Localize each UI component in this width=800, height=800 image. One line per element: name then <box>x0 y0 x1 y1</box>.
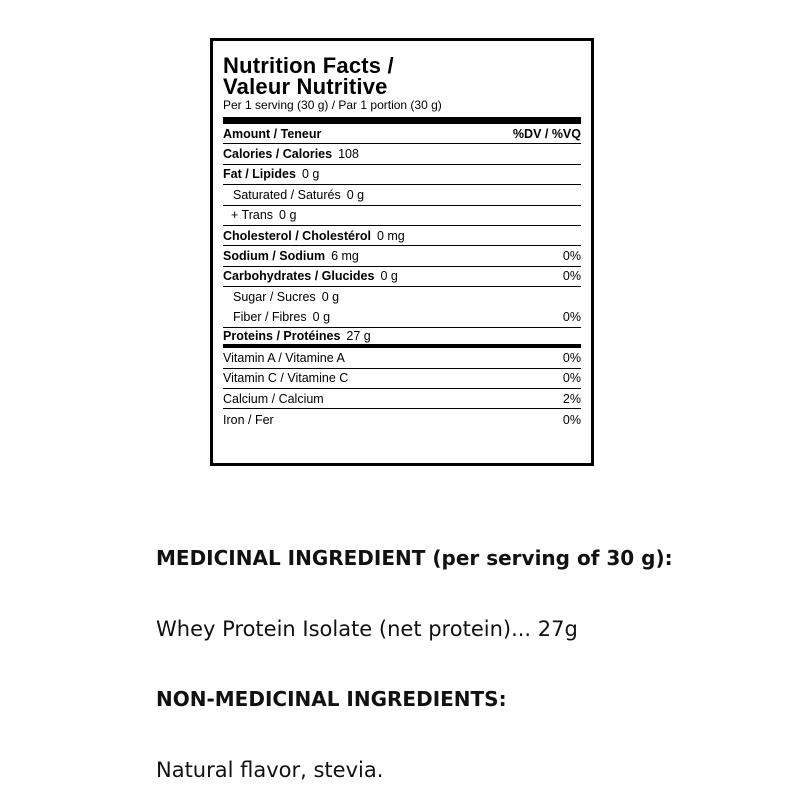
serving-size: Per 1 serving (30 g) / Par 1 portion (30 g) <box>223 98 581 124</box>
nutrient-amount: 0 g <box>312 310 331 325</box>
nutrient-amount: 0 g <box>301 167 320 182</box>
non-medicinal-ingredients-heading: NON-MEDICINAL INGREDIENTS: <box>156 687 507 711</box>
nutrient-amount: 0 g <box>321 290 340 305</box>
label-title-line2: Valeur Nutritive <box>223 74 388 99</box>
table-header-row <box>223 124 581 144</box>
nutrient-dv: 0% <box>562 249 581 264</box>
non-medicinal-ingredients-text: Natural flavor, stevia. <box>156 758 384 782</box>
nutrient-name: Saturated / Saturés <box>233 187 341 202</box>
nutrient-name: Cholesterol / Cholestérol <box>223 228 371 243</box>
nutrient-row-trans <box>223 206 581 226</box>
dv-header: %DV / %VQ <box>512 126 581 141</box>
label-title-line1: Nutrition Facts / <box>223 53 394 78</box>
nutrient-row-fat <box>223 165 581 185</box>
medicinal-ingredient-heading: MEDICINAL INGREDIENT (per serving of 30 g): <box>156 546 673 570</box>
nutrient-name: Proteins / Protéines <box>223 329 341 344</box>
vitamin-row-iron <box>223 409 581 429</box>
nutrient-row-saturated <box>223 185 581 205</box>
vitamin-name: Vitamin A / Vitamine A <box>223 350 345 365</box>
nutrient-name: Fiber / Fibres <box>233 310 307 325</box>
nutrient-name: Calories / Calories <box>223 147 333 162</box>
vitamin-dv: 0% <box>562 371 581 386</box>
vitamin-dv: 0% <box>562 412 581 427</box>
nutrient-row-calories <box>223 144 581 164</box>
nutrient-amount: 108 <box>338 147 359 162</box>
vitamin-row-calcium <box>223 389 581 409</box>
vitamin-row-a <box>223 348 581 368</box>
vitamin-name: Iron / Fer <box>223 412 274 427</box>
nutrient-name: + Trans <box>231 208 274 223</box>
nutrient-row-proteins <box>223 328 581 348</box>
nutrient-dv: 0% <box>562 310 581 325</box>
nutrient-row-fiber <box>223 308 581 328</box>
vitamin-row-c <box>223 369 581 389</box>
nutrient-row-sodium <box>223 246 581 266</box>
label-title <box>223 55 581 97</box>
nutrient-dv: 0% <box>562 269 581 284</box>
nutrient-amount: 27 g <box>346 329 371 344</box>
vitamin-dv: 0% <box>562 350 581 365</box>
nutrient-amount: 0 g <box>380 269 398 284</box>
amount-header: Amount / Teneur <box>223 126 322 141</box>
vitamin-dv: 2% <box>562 391 581 406</box>
nutrient-row-carbohydrates <box>223 267 581 287</box>
nutrition-facts-label <box>210 38 594 466</box>
nutrient-amount: 0 mg <box>376 228 405 243</box>
nutrient-amount: 0 g <box>279 208 297 223</box>
vitamin-name: Calcium / Calcium <box>223 391 324 406</box>
nutrient-name: Fat / Lipides <box>223 167 296 182</box>
nutrient-amount: 0 g <box>346 187 365 202</box>
nutrient-row-sugar <box>223 287 581 307</box>
medicinal-ingredient-text: Whey Protein Isolate (net protein)... 27g <box>156 617 578 641</box>
nutrient-name: Sugar / Sucres <box>233 290 316 305</box>
nutrient-name: Sodium / Sodium <box>223 249 326 264</box>
nutrient-amount: 6 mg <box>331 249 359 264</box>
vitamin-name: Vitamin C / Vitamine C <box>223 371 349 386</box>
nutrient-row-cholesterol <box>223 226 581 246</box>
nutrient-name: Carbohydrates / Glucides <box>223 269 375 284</box>
